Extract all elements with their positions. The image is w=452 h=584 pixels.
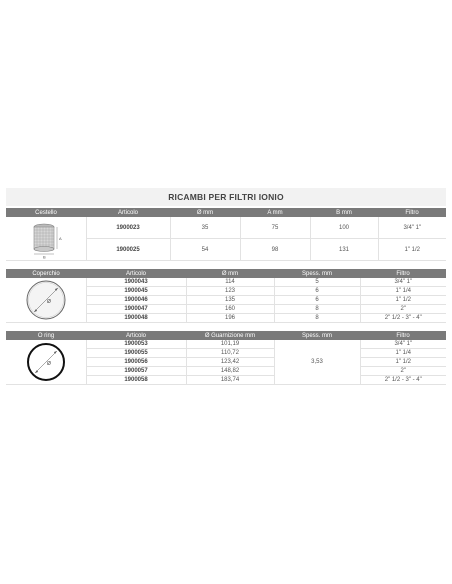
cell-articolo: 1900046 (86, 296, 186, 305)
table-row (6, 278, 446, 287)
cell-diam: 123 (186, 287, 274, 296)
cell-diam: 54 (170, 239, 240, 261)
cell-a: 98 (240, 239, 310, 261)
header-articolo: Articolo (86, 208, 170, 217)
header-diam: Ø mm (170, 208, 240, 217)
header-oring: O ring (6, 331, 86, 340)
header-filtro: Filtro (360, 269, 446, 278)
header-diam: Ø mm (186, 269, 274, 278)
dim-label-a: A (58, 235, 62, 241)
cell-articolo: 1900055 (86, 349, 186, 358)
cell-articolo: 1900057 (86, 367, 186, 376)
cestello-header-row (6, 208, 446, 217)
cell-guarnizione: 123,42 (186, 358, 274, 367)
header-a: A mm (240, 208, 310, 217)
cell-b: 131 (310, 239, 378, 261)
dim-label-b: B (42, 254, 46, 259)
basket-icon (26, 219, 66, 259)
header-guarnizione: Ø Guarnizione mm (186, 331, 274, 340)
cell-guarnizione: 101,19 (186, 340, 274, 349)
cell-articolo: 1900056 (86, 358, 186, 367)
header-spess: Spess. mm (274, 269, 360, 278)
cell-filtro: 1" 1/2 (378, 239, 446, 261)
cell-spess: 5 (274, 278, 360, 287)
diam-symbol: Ø (46, 299, 51, 305)
cell-diam: 196 (186, 314, 274, 323)
cell-filtro: 3/4" 1" (360, 278, 446, 287)
header-coperchio: Coperchio (6, 269, 86, 278)
cell-spess: 8 (274, 314, 360, 323)
cell-articolo: 1900058 (86, 376, 186, 385)
cell-filtro: 1" 1/2 (360, 296, 446, 305)
cell-diam: 135 (186, 296, 274, 305)
header-articolo: Articolo (86, 331, 186, 340)
oring-image (6, 340, 86, 385)
header-filtro: Filtro (360, 331, 446, 340)
spare-parts-sheet (6, 188, 446, 385)
lid-icon (23, 279, 69, 321)
cell-guarnizione: 148,82 (186, 367, 274, 376)
header-b: B mm (310, 208, 378, 217)
cell-filtro: 2" (360, 305, 446, 314)
cell-filtro: 3/4" 1" (360, 340, 446, 349)
cell-articolo: 1900023 (86, 217, 170, 239)
table-row (6, 217, 446, 239)
cell-articolo: 1900045 (86, 287, 186, 296)
header-filtro: Filtro (378, 208, 446, 217)
cell-guarnizione: 110,72 (186, 349, 274, 358)
cell-articolo: 1900047 (86, 305, 186, 314)
cell-filtro: 2" 1/2 - 3" - 4" (360, 314, 446, 323)
cell-filtro: 2" (360, 367, 446, 376)
oring-header-row (6, 331, 446, 340)
cell-filtro: 2" 1/2 - 3" - 4" (360, 376, 446, 385)
cell-b: 100 (310, 217, 378, 239)
header-articolo: Articolo (86, 269, 186, 278)
cell-a: 75 (240, 217, 310, 239)
cestello-image (6, 217, 86, 261)
cell-filtro: 1" 1/4 (360, 287, 446, 296)
table-row (6, 340, 446, 349)
oring-icon (23, 341, 69, 383)
cell-filtro: 1" 1/2 (360, 358, 446, 367)
cell-guarnizione: 183,74 (186, 376, 274, 385)
cell-spess: 6 (274, 296, 360, 305)
cell-spess: 3,53 (274, 340, 360, 385)
diam-symbol: Ø (46, 361, 51, 367)
coperchio-table (6, 269, 446, 323)
cell-spess: 6 (274, 287, 360, 296)
cell-filtro: 1" 1/4 (360, 349, 446, 358)
cell-articolo: 1900053 (86, 340, 186, 349)
header-spess: Spess. mm (274, 331, 360, 340)
coperchio-header-row (6, 269, 446, 278)
cell-spess: 8 (274, 305, 360, 314)
cestello-table (6, 208, 446, 261)
cell-articolo: 1900043 (86, 278, 186, 287)
cell-articolo: 1900048 (86, 314, 186, 323)
header-cestello: Cestello (6, 208, 86, 217)
cell-diam: 160 (186, 305, 274, 314)
oring-table (6, 331, 446, 385)
cell-filtro: 3/4" 1" (378, 217, 446, 239)
cell-diam: 35 (170, 217, 240, 239)
cell-articolo: 1900025 (86, 239, 170, 261)
cell-diam: 114 (186, 278, 274, 287)
coperchio-image (6, 278, 86, 323)
sheet-title: RICAMBI PER FILTRI IONIO (6, 188, 446, 206)
